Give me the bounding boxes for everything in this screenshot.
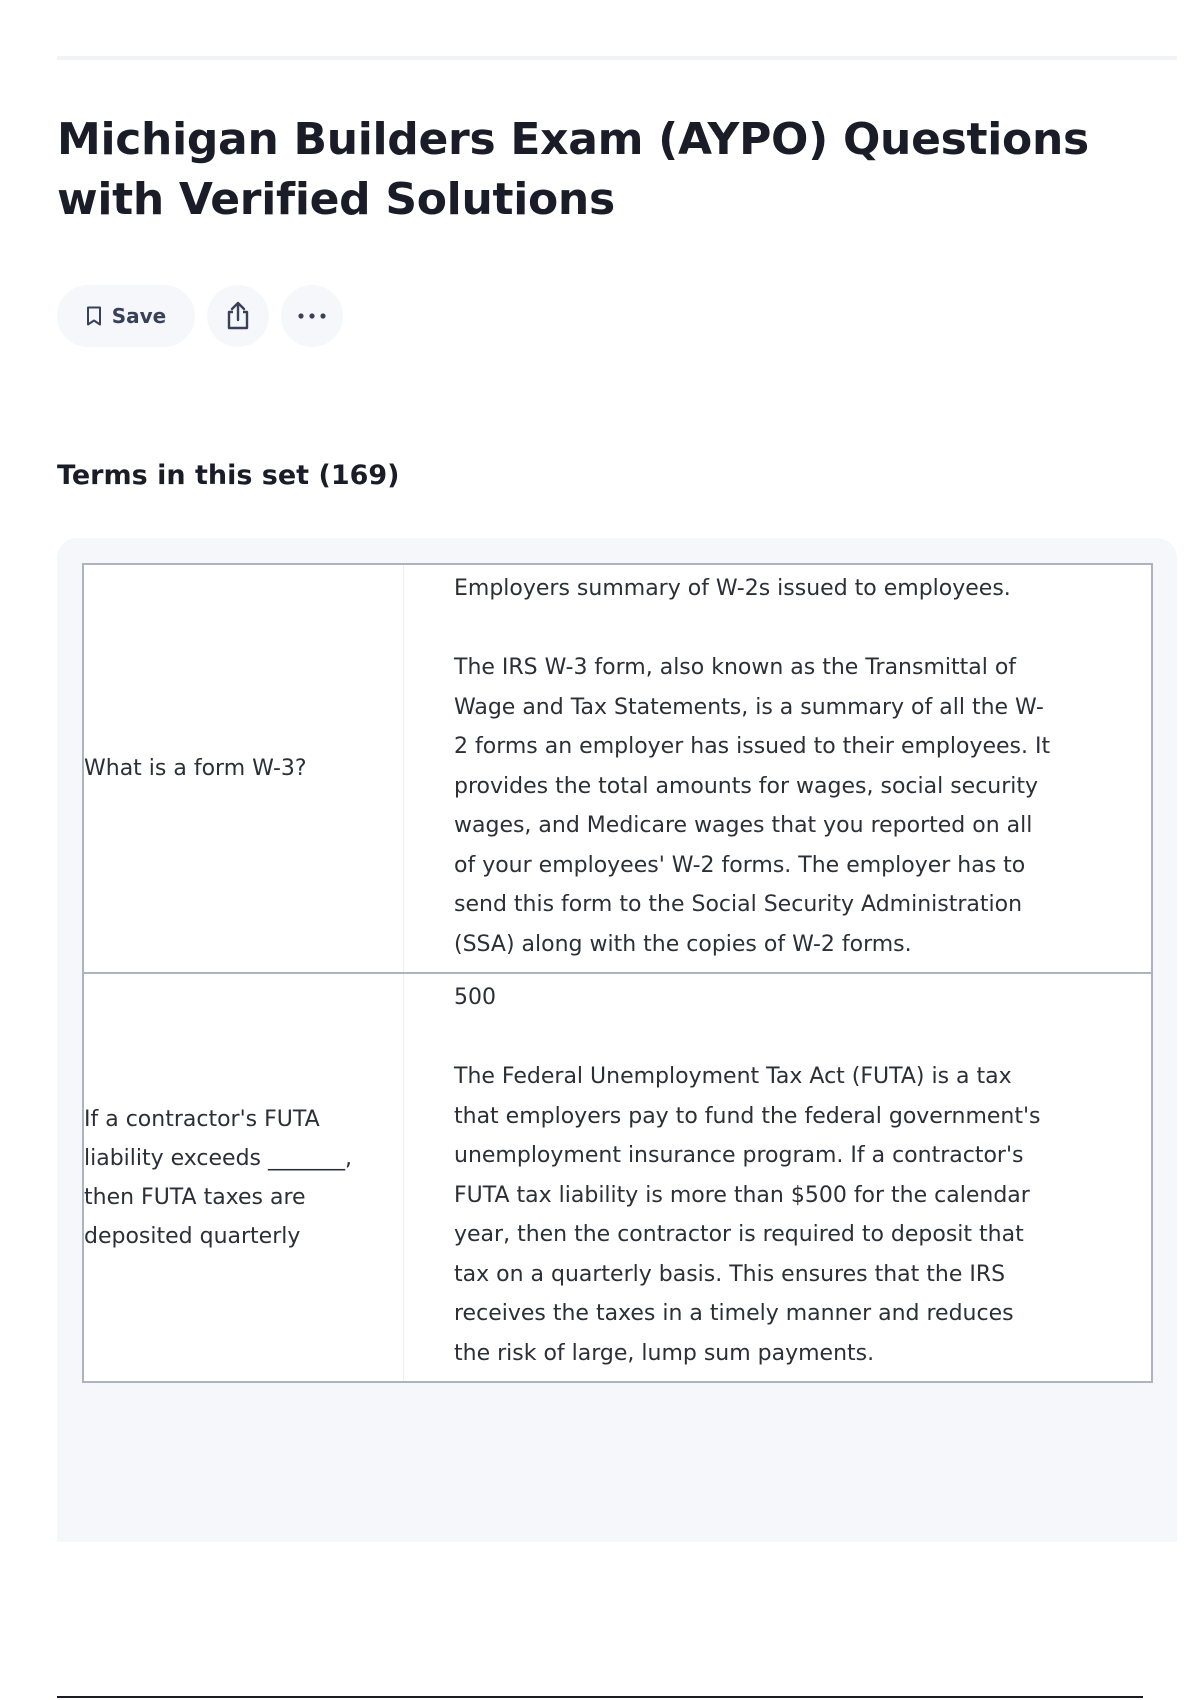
- terms-heading: Terms in this set (169): [57, 460, 400, 491]
- terms-table: [82, 563, 1153, 1383]
- share-button[interactable]: [207, 285, 269, 347]
- top-divider: [57, 56, 1177, 60]
- term-text: What is a form W-3?: [84, 756, 307, 781]
- bottom-rule: [57, 1696, 1143, 1698]
- action-bar: [57, 285, 343, 347]
- definition-explanation: The IRS W-3 form, also known as the Transmittal of Wage and Tax Statements, is a summary of all the W-2 forms an employer has issued to their employees. It provides the total amounts for wages, social security wages, and Medicare wages that you reported on all of your employees' W-2 forms. The employer has to send this form to the Social Security Administration (SSA) along with the copies of W-2 forms.: [454, 655, 1051, 957]
- definition-spacer: [454, 609, 1151, 649]
- page-title: Michigan Builders Exam (AYPO) Questions with Verified Solutions: [57, 114, 1089, 225]
- definition-spacer: [454, 1018, 1151, 1058]
- more-horizontal-icon: [297, 312, 327, 320]
- more-button[interactable]: [281, 285, 343, 347]
- save-button[interactable]: [57, 285, 195, 347]
- definition-answer: Employers summary of W-2s issued to employees.: [454, 576, 1011, 601]
- term-row: [84, 565, 1151, 972]
- share-icon: [224, 301, 252, 331]
- definition-explanation: The Federal Unemployment Tax Act (FUTA) is a tax that employers pay to fund the federal government's unemployment insurance program. If a contractor's FUTA tax liability is more than $500 for the calendar year, then the contractor is required to deposit that tax on a quarterly basis. This ensures that the IRS receives the taxes in a timely manner and reduces the risk of large, lump sum payments.: [454, 1064, 1041, 1366]
- save-button-label: Save: [111, 304, 167, 328]
- definition-cell: [404, 974, 1151, 1381]
- definition-answer: 500: [454, 985, 496, 1010]
- term-text: If a contractor's FUTA liability exceeds _______, then FUTA taxes are deposited quarterly: [84, 1106, 353, 1249]
- term-row: [84, 972, 1151, 1381]
- bookmark-icon: [86, 306, 102, 326]
- term-cell: [84, 974, 404, 1381]
- term-cell: [84, 565, 404, 972]
- definition-cell: [404, 565, 1151, 972]
